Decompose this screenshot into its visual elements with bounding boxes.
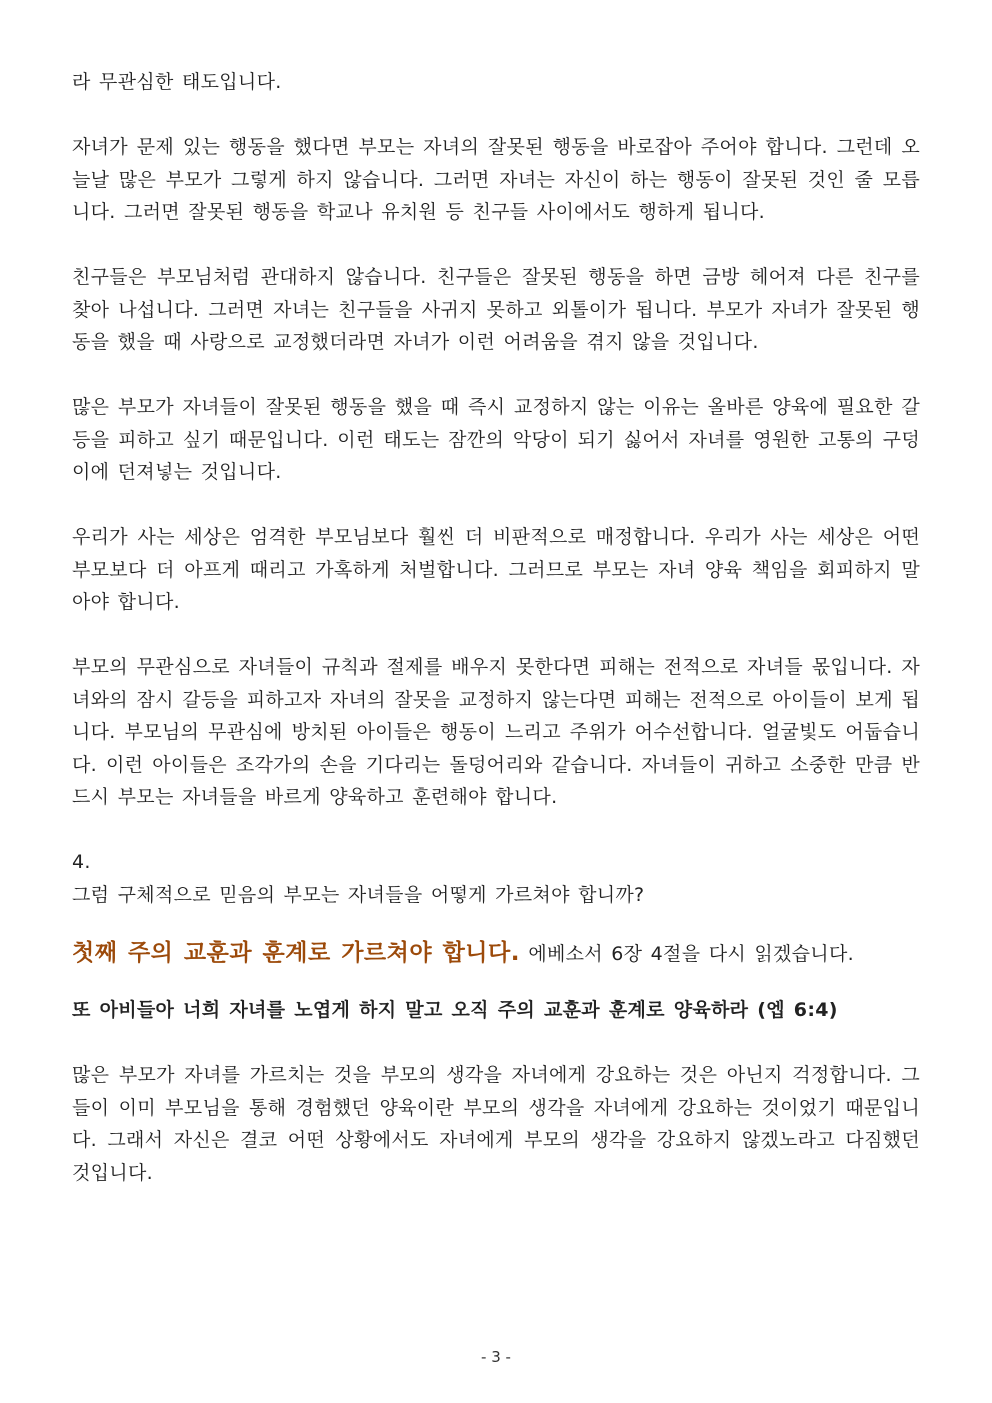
paragraph-5: 우리가 사는 세상은 엄격한 부모님보다 훨씬 더 비판적으로 매정합니다. 우리가 사는 세상은 어떤 부모보다 더 아프게 때리고 가혹하게 처벌합니다. 그러므로 부모는 자녀 양육 책임을 회피하지 말아야 합니다. [72, 526, 920, 613]
section-heading-line [72, 933, 920, 974]
paragraph-2: 자녀가 문제 있는 행동을 했다면 부모는 자녀의 잘못된 행동을 바로잡아 주어야 합니다. 그런데 오늘날 많은 부모가 그렇게 하지 않습니다. 그러면 자녀는 자신이 하는 행동이 잘못된 것인 줄 모릅니다. 그러면 잘못된 행동을 학교나 유치원 등 친구들 사이에서도 행하게 됩니다. [72, 136, 920, 223]
section-number: 4. [72, 851, 91, 873]
paragraph-4: 많은 부모가 자녀들이 잘못된 행동을 했을 때 즉시 교정하지 않는 이유는 올바른 양육에 필요한 갈등을 피하고 싶기 때문입니다. 이런 태도는 잠깐의 악당이 되기 싫어서 자녀를 영원한 고통의 구덩이에 던져넣는 것입니다. [72, 396, 920, 483]
paragraph-1: 라 무관심한 태도입니다. [72, 71, 282, 93]
page-number: - 3 - [481, 1348, 511, 1366]
paragraph-3: 친구들은 부모님처럼 관대하지 않습니다. 친구들은 잘못된 행동을 하면 금방 헤어져 다른 친구를 찾아 나섭니다. 그러면 자녀는 친구들을 사귀지 못하고 외톨이가 됩니다. 부모가 자녀가 잘못된 행동을 했을 때 사랑으로 교정했더라면 자녀가 이런 어려움을 겪지 않을 것입니다. [72, 266, 920, 353]
section-question: 그럼 구체적으로 믿음의 부모는 자녀들을 어떻게 가르쳐야 합니까? [72, 883, 645, 906]
section-heading: 첫째 주의 교훈과 훈계로 가르쳐야 합니다. [72, 940, 520, 966]
paragraph-6: 부모의 무관심으로 자녀들이 규칙과 절제를 배우지 못한다면 피해는 전적으로 자녀들 몫입니다. 자녀와의 잠시 갈등을 피하고자 자녀의 잘못을 교정하지 않는다면 피해는 전적으로 아이들이 보게 됩니다. 부모님의 무관심에 방치된 아이들은 행동이 느리고 주위가 어수선합니다. 얼굴빛도 어둡습니다. 이런 아이들은 조각가의 손을 기다리는 돌덩어리와 같습니다. 자녀들이 귀하고 소중한 만큼 반드시 부모는 자녀들을 바르게 양육하고 훈련해야 합니다. [72, 656, 920, 808]
heading-tail: 에베소서 6장 4절을 다시 읽겠습니다. [519, 943, 854, 965]
document-body [72, 66, 920, 1189]
paragraph-7: 많은 부모가 자녀를 가르치는 것을 부모의 생각을 자녀에게 강요하는 것은 아닌지 걱정합니다. 그들이 이미 부모님을 통해 경험했던 양육이란 부모의 생각을 자녀에게 강요하는 것이었기 때문입니다. 그래서 자신은 결코 어떤 상황에서도 자녀에게 부모의 생각을 강요하지 않겠노라고 다짐했던 것입니다. [72, 1064, 920, 1184]
scripture-verse: 또 아비들아 너희 자녀를 노엽게 하지 말고 오직 주의 교훈과 훈계로 양육하라 (엡 6:4) [72, 999, 838, 1021]
